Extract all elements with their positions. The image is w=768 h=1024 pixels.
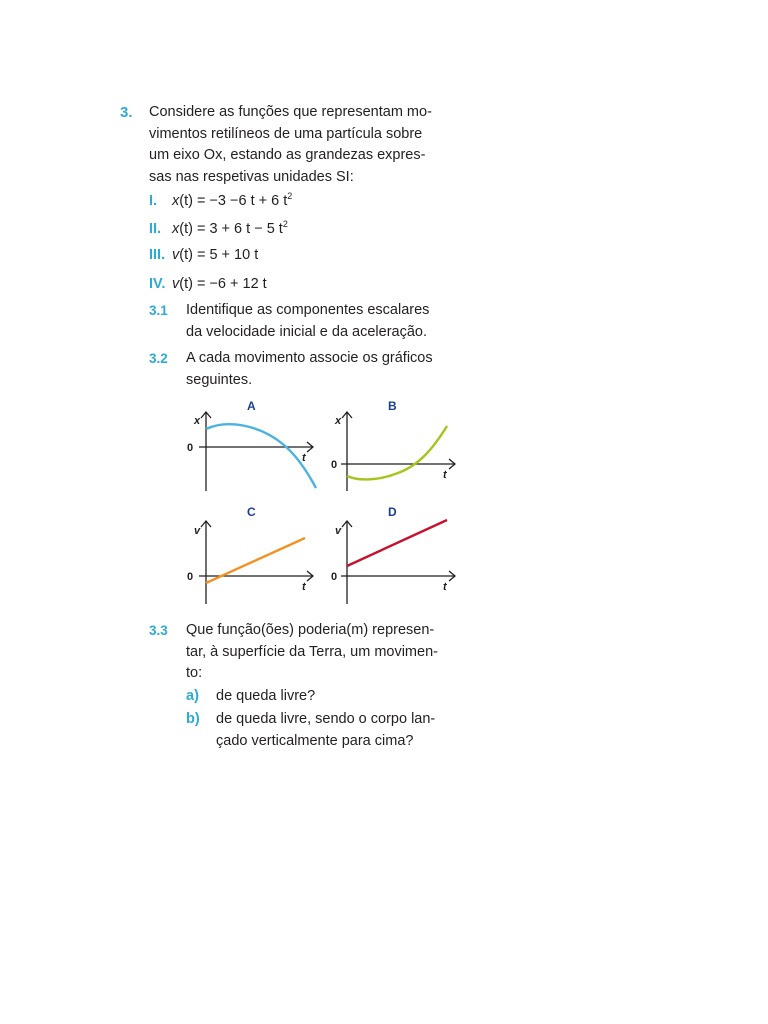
- x-axis-label: t: [443, 469, 447, 481]
- subquestion-line: seguintes.: [186, 371, 253, 388]
- graph-title: A: [247, 399, 256, 413]
- function-numeral: III.: [149, 247, 166, 263]
- function-expression: = 5 + 10 t: [192, 247, 259, 263]
- function-expression: = 3 + 6 t − 5 t: [192, 220, 283, 237]
- intro-line: Considere as funções que representam mo-: [149, 104, 432, 120]
- graph-d: [330, 500, 470, 606]
- subquestion-text: [186, 300, 429, 343]
- curve-a: [206, 424, 316, 488]
- subquestion-text: [186, 348, 433, 391]
- function-i: [149, 191, 292, 209]
- subquestion-line: A cada movimento associe os gráficos: [186, 350, 433, 366]
- function-argument: (t): [179, 192, 193, 209]
- y-axis-label: v: [194, 525, 201, 537]
- x-axis-label: t: [302, 581, 306, 593]
- intro-line: vimentos retilíneos de uma partícula sobre: [149, 125, 423, 142]
- subquestion-line: tar, à superfície da Terra, um movimen-: [186, 643, 438, 660]
- x-axis-label: t: [302, 452, 306, 464]
- function-numeral: I.: [149, 192, 158, 209]
- function-variable: x: [172, 192, 180, 209]
- y-axis-label: v: [335, 525, 342, 537]
- origin-label: 0: [187, 442, 194, 454]
- function-variable: x: [172, 220, 180, 237]
- function-expression: = −3 −6 t + 6 t: [192, 192, 288, 209]
- graph-title: D: [388, 505, 397, 519]
- question-number: 3.: [120, 104, 133, 121]
- origin-label: 0: [187, 571, 194, 583]
- curve-b: [347, 426, 447, 479]
- function-exponent: 2: [287, 191, 293, 201]
- function-numeral: IV.: [149, 276, 166, 292]
- function-exponent: 2: [282, 219, 288, 229]
- origin-label: 0: [331, 459, 338, 471]
- function-iv: [149, 276, 267, 292]
- intro-line: sas nas respetivas unidades SI:: [149, 168, 354, 185]
- intro-line: um eixo Ox, estando as grandezas expres-: [149, 147, 426, 163]
- graph-b: [330, 393, 470, 495]
- option-line: de queda livre, sendo o corpo lan-: [216, 711, 436, 727]
- y-axis-label: x: [335, 415, 342, 427]
- origin-label: 0: [331, 571, 338, 583]
- graph-c: [180, 500, 330, 606]
- function-ii: [149, 219, 288, 237]
- subquestion-line: Identifique as componentes escalares: [186, 302, 430, 318]
- function-argument: (t): [179, 220, 193, 237]
- function-expression: = −6 + 12 t: [192, 276, 267, 292]
- function-argument: (t): [179, 247, 193, 263]
- function-variable: v: [172, 247, 180, 263]
- function-variable: v: [172, 276, 180, 292]
- option-text: [216, 709, 435, 752]
- graph-a: [180, 393, 330, 495]
- function-iii: [149, 247, 258, 263]
- subquestion-number: 3.2: [149, 351, 168, 366]
- function-numeral: II.: [149, 220, 162, 237]
- subquestion-text: [186, 620, 438, 685]
- graph-title: C: [247, 505, 256, 519]
- option-letter: a): [186, 688, 199, 704]
- graph-title: B: [388, 399, 397, 413]
- function-argument: (t): [179, 276, 193, 292]
- subquestion-line: to:: [186, 665, 203, 681]
- option-line: de queda livre?: [216, 688, 316, 704]
- option-text: [216, 686, 315, 708]
- subquestion-number: 3.1: [149, 303, 168, 318]
- y-axis-label: x: [194, 415, 201, 427]
- x-axis-label: t: [443, 581, 447, 593]
- subquestion-line: da velocidade inicial e da aceleração.: [186, 323, 428, 340]
- option-line: çado verticalmente para cima?: [216, 732, 414, 749]
- subquestion-number: 3.3: [149, 623, 168, 638]
- subquestion-line: Que função(ões) poderia(m) represen-: [186, 622, 435, 638]
- line-d: [347, 520, 447, 566]
- option-letter: b): [186, 711, 200, 727]
- question-intro: [149, 102, 469, 188]
